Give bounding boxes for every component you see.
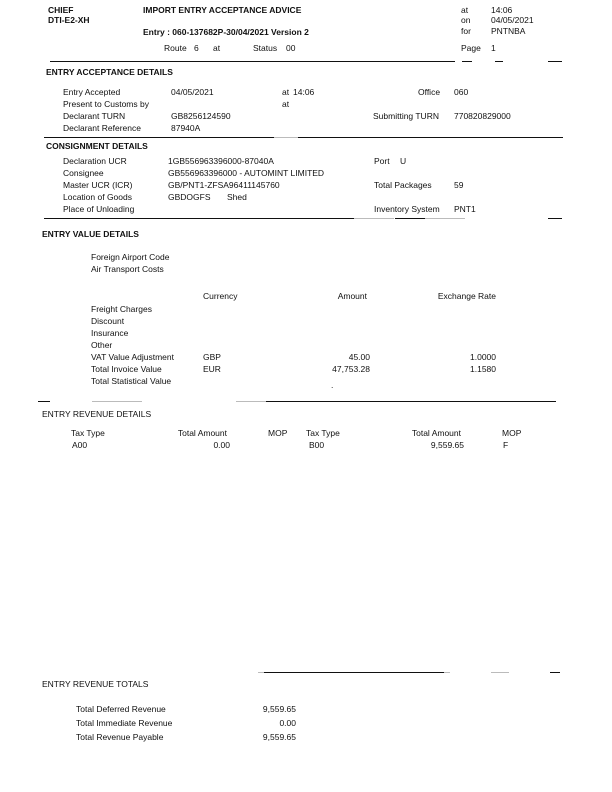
entry-accepted-label: Entry Accepted [63, 87, 121, 97]
time-label: at [461, 5, 469, 15]
present-at-label: at [282, 99, 290, 109]
status-value: 00 [286, 43, 296, 53]
value-row-amount: . [331, 380, 334, 390]
value-row-currency: GBP [203, 352, 221, 362]
value-row-label: VAT Value Adjustment [91, 352, 174, 362]
office-label: Office [418, 87, 441, 97]
declaration-ucr-label: Declaration UCR [63, 156, 127, 166]
exchange-rate-column-header: Exchange Rate [437, 291, 496, 301]
revenue-tax-type: A00 [72, 440, 88, 450]
submitting-turn-value: 770820829000 [454, 111, 511, 121]
revenue-mop: F [503, 440, 509, 450]
tax-type-column-header: Tax Type [306, 428, 340, 438]
divider [491, 672, 509, 673]
route-label: Route [164, 43, 187, 53]
value-row-amount: 45.00 [348, 352, 370, 362]
value-row-rate: 1.0000 [470, 352, 496, 362]
declarant-reference-value: 87940A [171, 123, 201, 133]
totals-label: Total Deferred Revenue [76, 704, 166, 714]
value-row-label: Discount [91, 316, 125, 326]
divider [548, 218, 562, 219]
consignee-label: Consignee [63, 168, 104, 178]
value-row-rate: 1.1580 [470, 364, 496, 374]
totals-value: 0.00 [279, 718, 296, 728]
divider [44, 218, 354, 219]
port-value: U [400, 156, 407, 166]
office-value: 060 [454, 87, 469, 97]
divider [415, 61, 455, 62]
divider [550, 672, 560, 673]
master-ucr-label: Master UCR (ICR) [63, 180, 133, 190]
divider [44, 137, 274, 138]
present-label: Present to Customs by [63, 99, 149, 109]
value-row-label: Freight Charges [91, 304, 152, 314]
declarant-turn-value: GB8256124590 [171, 111, 231, 121]
total-packages-label: Total Packages [374, 180, 432, 190]
report-code: DTI-E2-XH [48, 15, 90, 25]
divider [548, 61, 562, 62]
declaration-ucr-value: 1GB556963396000-87040A [168, 156, 274, 166]
location-shed: Shed [227, 192, 247, 202]
system-name: CHIEF [48, 5, 74, 15]
consignee-value: GB556963396000 - AUTOMINT LIMITED [168, 168, 325, 178]
divider [444, 672, 450, 673]
master-ucr-value: GB/PNT1-ZFSA96411145760 [168, 180, 280, 190]
entry-accepted-at-label: at [282, 87, 290, 97]
divider [236, 401, 266, 402]
page-label: Page [461, 43, 481, 53]
value-row-label: Other [91, 340, 113, 350]
foreign-airport-label: Foreign Airport Code [91, 252, 170, 262]
air-transport-label: Air Transport Costs [91, 264, 164, 274]
for-value: PNTNBA [491, 26, 526, 36]
location-label: Location of Goods [63, 192, 132, 202]
section-heading: ENTRY VALUE DETAILS [42, 229, 139, 239]
divider [274, 137, 298, 138]
submitting-turn-label: Submitting TURN [373, 111, 439, 121]
currency-column-header: Currency [203, 291, 238, 301]
port-label: Port [374, 156, 390, 166]
inventory-value: PNT1 [454, 204, 476, 214]
mop-column-header: MOP [268, 428, 288, 438]
date-label: on [461, 15, 471, 25]
section-heading: ENTRY REVENUE TOTALS [42, 679, 149, 689]
section-heading: ENTRY REVENUE DETAILS [42, 409, 152, 419]
value-row-amount: 47,753.28 [332, 364, 370, 374]
declarant-reference-label: Declarant Reference [63, 123, 141, 133]
inventory-label: Inventory System [374, 204, 440, 214]
place-unloading-label: Place of Unloading [63, 204, 135, 214]
date-value: 04/05/2021 [491, 15, 534, 25]
value-row-currency: EUR [203, 364, 221, 374]
amount-column-header: Amount [337, 291, 367, 301]
time-value: 14:06 [491, 5, 513, 15]
route-at-label: at [213, 43, 221, 53]
page-number: 1 [491, 43, 496, 53]
value-row-label: Total Invoice Value [91, 364, 162, 374]
for-label: for [461, 26, 471, 36]
entry-accepted-time: 14:06 [293, 87, 315, 97]
page-title: IMPORT ENTRY ACCEPTANCE ADVICE [143, 5, 302, 15]
location-value: GBDOGFS [168, 192, 211, 202]
revenue-tax-type: B00 [309, 440, 325, 450]
divider [50, 61, 415, 62]
revenue-total-amount: 0.00 [213, 440, 230, 450]
mop-column-header: MOP [502, 428, 522, 438]
divider [264, 672, 444, 673]
divider [395, 218, 425, 219]
divider [495, 61, 503, 62]
divider [38, 401, 50, 402]
divider [298, 137, 563, 138]
tax-type-column-header: Tax Type [71, 428, 105, 438]
total-amount-column-header: Total Amount [411, 428, 461, 438]
total-packages-value: 59 [454, 180, 464, 190]
section-heading: CONSIGNMENT DETAILS [46, 141, 148, 151]
divider [462, 61, 472, 62]
revenue-total-amount: 9,559.65 [430, 440, 464, 450]
status-label: Status [253, 43, 278, 53]
section-heading: ENTRY ACCEPTANCE DETAILS [46, 67, 173, 77]
route-value: 6 [194, 43, 199, 53]
divider [92, 401, 142, 402]
total-amount-column-header: Total Amount [177, 428, 227, 438]
entry-accepted-date: 04/05/2021 [171, 87, 214, 97]
totals-label: Total Immediate Revenue [76, 718, 173, 728]
value-row-label: Total Statistical Value [91, 376, 172, 386]
divider [266, 401, 556, 402]
divider [354, 218, 394, 219]
totals-value: 9,559.65 [262, 704, 296, 714]
declarant-turn-label: Declarant TURN [63, 111, 126, 121]
totals-value: 9,559.65 [262, 732, 296, 742]
entry-reference: Entry : 060-137682P-30/04/2021 Version 2 [143, 27, 309, 37]
totals-label: Total Revenue Payable [76, 732, 164, 742]
divider [425, 218, 465, 219]
value-row-label: Insurance [91, 328, 129, 338]
